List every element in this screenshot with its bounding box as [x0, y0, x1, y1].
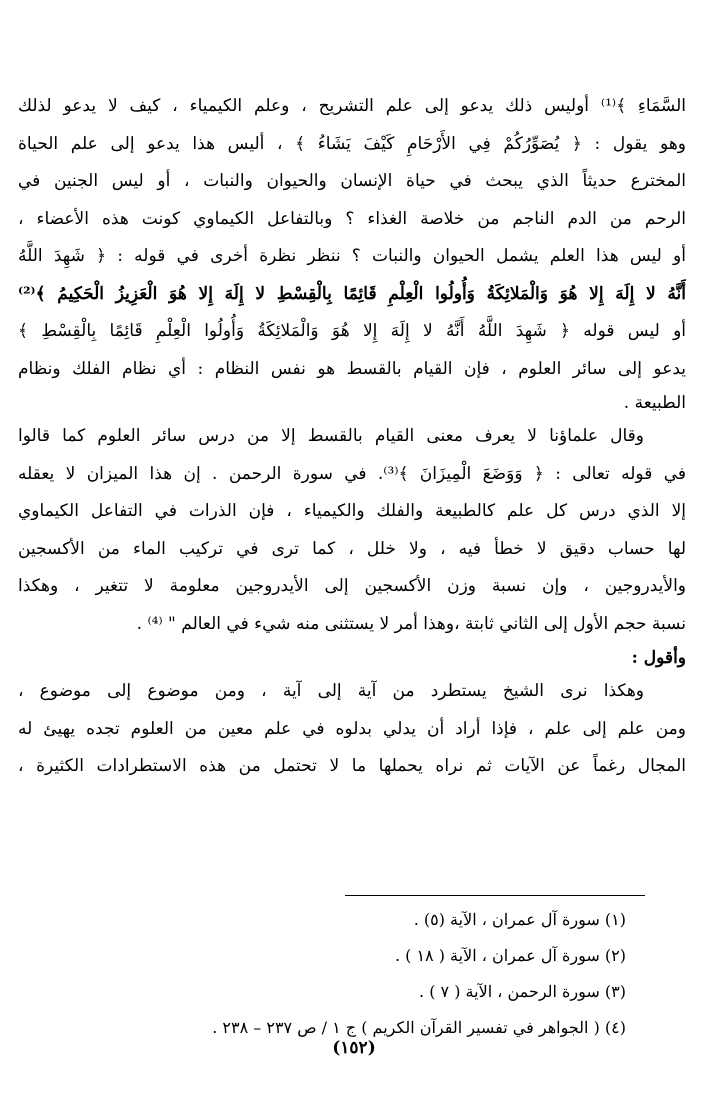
- footnote-divider: [345, 895, 645, 896]
- text-line: إلا الذي درس كل علم كالطبيعة والفلك والكيمياء ، فإن الذرات في التفاعل الكيماوي: [18, 501, 686, 521]
- paragraph-start: وهكذا نرى الشيخ يستطرد من آية إلى آية ، ومن موضوع إلى موضوع ،: [18, 681, 644, 701]
- text-line: السَّمَاءِ ﴾⁽¹⁾ أوليس ذلك يدعو إلى علم التشريح ، وعلم الكيمياء ، كيف لا يدعو لذلك: [18, 96, 686, 116]
- paragraph-start: وقال علماؤنا لا يعرف معنى القيام بالقسط إلا من درس سائر العلوم كما قالوا: [18, 426, 644, 446]
- text-line-verse: أَنَّهُ لا إِلَهَ إِلا هُوَ وَالْمَلائِكَةُ وَأُولُوا الْعِلْمِ قَائِمًا بِالْقِسْطِ لا إِلَهَ إِلا هُوَ الْعَزِيزُ الْحَكِيمُ ﴾⁽²⁾: [18, 283, 686, 304]
- text-line: في قوله تعالى : ﴿ وَوَضَعَ الْمِيزَانَ ﴾⁽³⁾. في سورة الرحمن . إن هذا الميزان لا يعقله: [18, 463, 686, 484]
- text-line: الرحم من الدم الناجم من خلاصة الغذاء ؟ وبالتفاعل الكيماوي كونت هذه الأعضاء ،: [18, 208, 686, 229]
- text-line: أو ليس هذا العلم يشمل الحيوان والنبات ؟ ننظر نظرة أخرى في قوله : ﴿ شَهِدَ اللَّهُ: [18, 246, 686, 266]
- footnote: (١) سورة آل عمران ، الآية (٥) .: [413, 910, 626, 929]
- text-line: وهو يقول : ﴿ يُصَوِّرُكُمْ فِي الأَرْحَامِ كَيْفَ يَشَاءُ ﴾ ، أليس هذا يدعو إلى علم الحياة: [18, 133, 686, 154]
- text-line: المخترع حديثاً الذي يبحث في حياة الإنسان والحيوان والنبات ، أو ليس الجنين في: [18, 171, 686, 191]
- text-line: والأيدروجين ، وإن نسبة وزن الأكسجين إلى الأيدروجين معلومة لا تتغير ، وهكذا: [18, 576, 686, 596]
- page-number: (١٥٢): [332, 1038, 376, 1058]
- main-text: [18, 88, 686, 786]
- text-line: نسبة حجم الأول إلى الثاني ثابتة ،وهذا أمر لا يستثنى منه شيء في العالم " ⁽⁴⁾ .: [136, 613, 686, 634]
- text-line: أو ليس قوله ﴿ شَهِدَ اللَّهُ أَنَّهُ لا إِلَهَ إِلا هُوَ وَالْمَلائِكَةُ وَأُولُوا الْعِلْمِ قَائِمًا بِالْقِسْطِ ﴾: [18, 321, 686, 341]
- footnote: (٤) ( الجواهر في تفسير القرآن الكريم ) ج ١ / ص ٢٣٧ – ٢٣٨ .: [212, 1018, 626, 1037]
- footnote: (٣) سورة الرحمن ، الآية ( ٧ ) .: [419, 982, 626, 1001]
- text-line: ومن علم إلى علم ، فإذا أراد أن يدلي بدلوه في علم معين من العلوم تجده يهيئ له: [18, 718, 686, 739]
- section-heading: وأقول :: [631, 648, 686, 668]
- footnote: (٢) سورة آل عمران ، الآية ( ١٨ ) .: [394, 946, 626, 965]
- text-line: المجال رغماً عن الآيات ثم نراه يحملها ما لا تحتمل من هذه الاستطرادات الكثيرة ،: [18, 756, 686, 776]
- text-line: لها حساب دقيق لا خطأ فيه ، ولا خلل ، كما ترى في تركيب الماء من الأكسجين: [18, 538, 686, 559]
- text-line: الطبيعة .: [623, 393, 686, 413]
- footnotes: [80, 902, 626, 1046]
- text-line: يدعو إلى سائر العلوم ، فإن القيام بالقسط هو نفس النظام : أي نظام الفلك ونظام: [18, 358, 686, 379]
